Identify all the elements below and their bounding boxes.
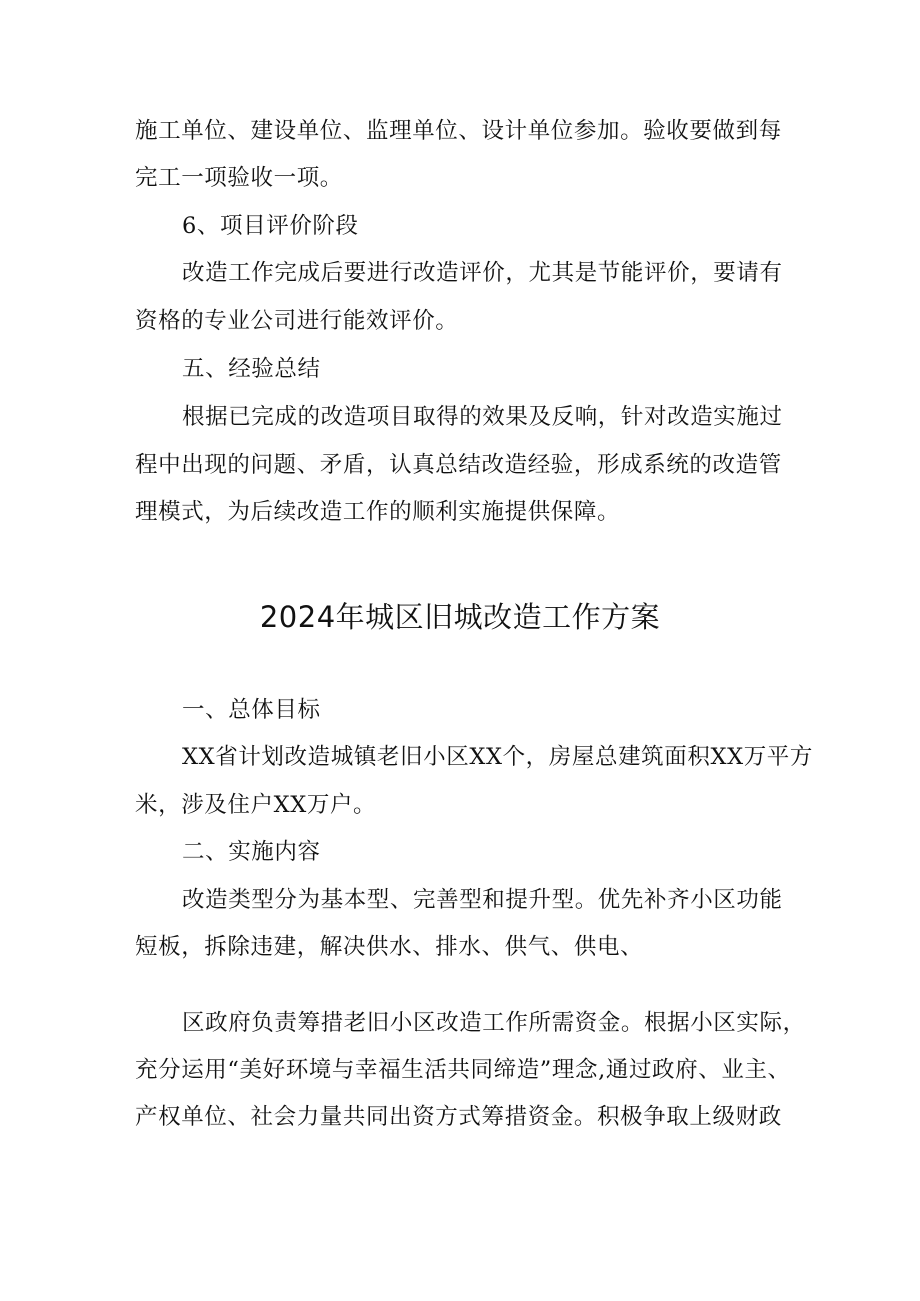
- goal-paragraph-line-2: 米，涉及住户XX万户。: [135, 792, 377, 818]
- document-title: 2024年城区旧城改造工作方案: [259, 600, 661, 634]
- funding-paragraph-line-1: 区政府负责筹措老旧小区改造工作所需资金。根据小区实际，: [182, 1010, 806, 1036]
- stage-6-heading: 6、项目评价阶段: [182, 213, 359, 239]
- goal-paragraph-line-1: XX省计划改造城镇老旧小区XX个，房屋总建筑面积XX万平方: [182, 744, 814, 770]
- content-paragraph-line-1: 改造类型分为基本型、完善型和提升型。优先补齐小区功能: [182, 887, 783, 913]
- summary-paragraph-line-1: 根据已完成的改造项目取得的效果及反响，针对改造实施过: [182, 404, 783, 430]
- evaluation-paragraph-line-1: 改造工作完成后要进行改造评价，尤其是节能评价，要请有: [182, 260, 783, 286]
- funding-paragraph-line-2: 充分运用“美好环境与幸福生活共同缔造”理念,通过政府、业主、: [135, 1057, 791, 1083]
- overall-goal-heading: 一、总体目标: [182, 697, 321, 723]
- implementation-heading: 二、实施内容: [182, 839, 321, 865]
- funding-paragraph-line-3: 产权单位、社会力量共同出资方式筹措资金。积极争取上级财政: [135, 1104, 782, 1130]
- acceptance-paragraph-line-1: 施工单位、建设单位、监理单位、设计单位参加。验收要做到每: [135, 118, 782, 144]
- summary-paragraph-line-2: 程中出现的问题、矛盾，认真总结改造经验，形成系统的改造管: [135, 452, 782, 478]
- acceptance-paragraph-line-2: 完工一项验收一项。: [135, 165, 343, 191]
- evaluation-paragraph-line-2: 资格的专业公司进行能效评价。: [135, 308, 459, 334]
- summary-heading: 五、经验总结: [182, 356, 321, 382]
- content-paragraph-line-2: 短板，拆除违建，解决供水、排水、供气、供电、: [135, 934, 644, 960]
- summary-paragraph-line-3: 理模式，为后续改造工作的顺利实施提供保障。: [135, 499, 621, 525]
